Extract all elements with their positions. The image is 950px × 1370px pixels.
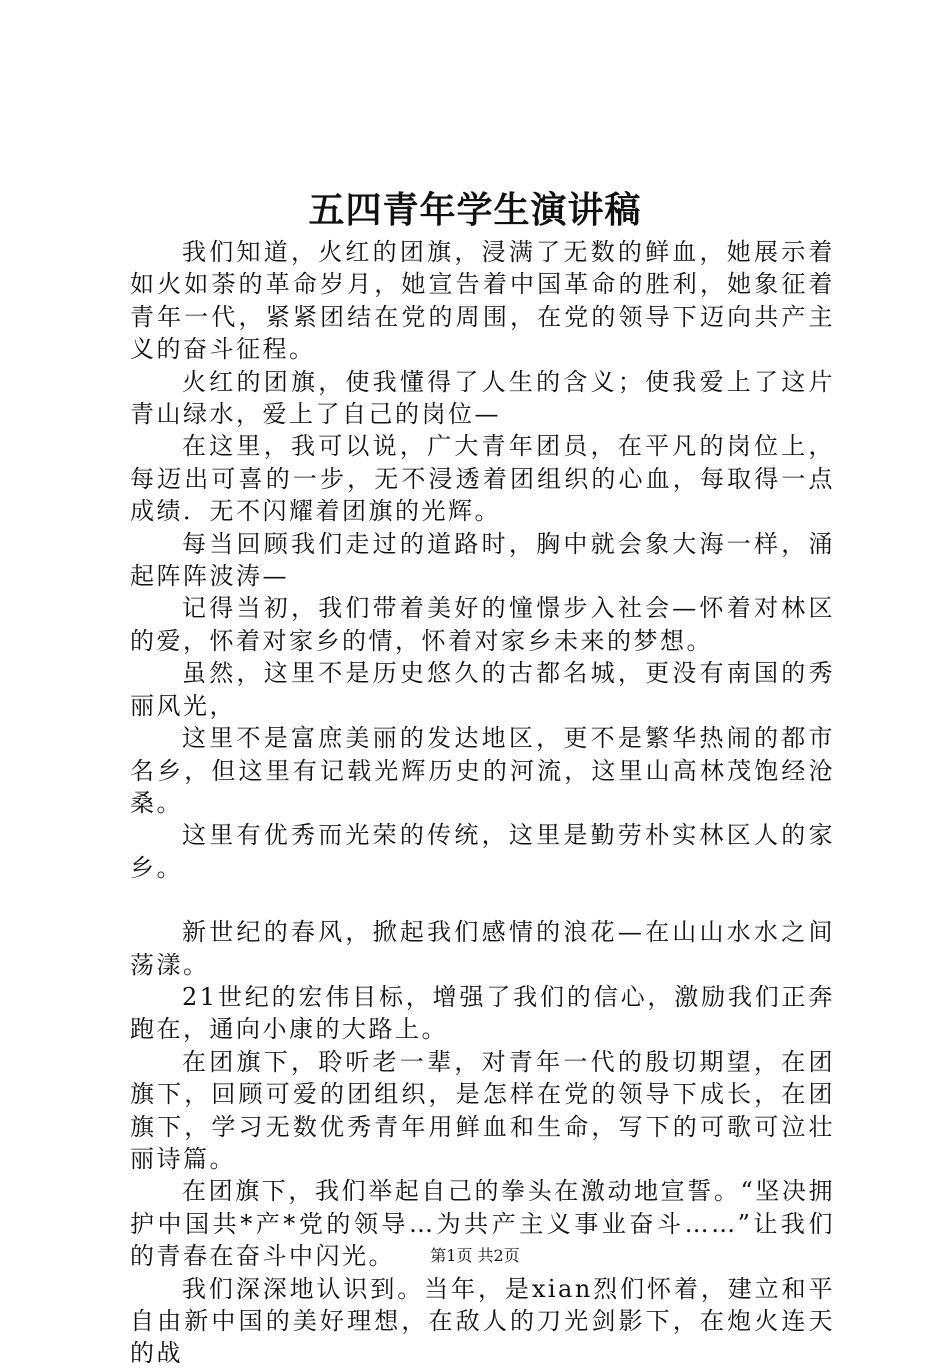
paragraph: 这里不是富庶美丽的发达地区，更不是繁华热闹的都市名乡，但这里有记载光辉历史的河流，这里山高林茂饱经沧桑。 (130, 724, 835, 817)
page-footer: 第1页 共2页 (430, 1246, 520, 1265)
paragraph: 虽然，这里不是历史悠久的古都名城，更没有南国的秀丽风光， (130, 659, 835, 720)
document-body (130, 236, 835, 1370)
paragraph: 我们知道，火红的团旗，浸满了无数的鲜血，她展示着如火如荼的革命岁月，她宣告着中国革命的胜利，她象征着青年一代，紧紧团结在党的周围，在党的领导下迈向共产主义的奋斗征程。 (130, 238, 835, 364)
paragraph: 每当回顾我们走过的道路时，胸中就会象大海一样，涌起阵阵波涛— (130, 529, 835, 591)
page-title: 五四青年学生演讲稿 (308, 189, 642, 231)
paragraph: 我们深深地认识到。当年，是xian烈们怀着，建立和平自由新中国的美好理想，在敌人的刀光剑影下，在炮火连天的战 (130, 1274, 835, 1368)
paragraph: 在这里，我可以说，广大青年团员，在平凡的岗位上，每迈出可喜的一步，无不浸透着团组织的心血，每取得一点成绩．无不闪耀着团旗的光辉。 (130, 432, 835, 526)
paragraph: 火红的团旗，使我懂得了人生的含义；使我爱上了这片青山绿水，爱上了自己的岗位— (130, 367, 835, 429)
paragraph: 新世纪的春风，掀起我们感情的浪花—在山山水水之间荡漾。 (130, 918, 835, 979)
paragraph: 这里有优秀而光荣的传统，这里是勤劳朴实林区人的家乡。 (130, 821, 835, 882)
paragraph: 21世纪的宏伟目标，增强了我们的信心，激励我们正奔跑在，通向小康的大路上。 (130, 982, 835, 1044)
paragraph: 在团旗下，我们举起自己的拳头在激动地宣誓。“坚决拥护中国共*产*党的领导…为共产主义事业奋斗……”让我们的青春在奋斗中闪光。 (130, 1177, 835, 1271)
paragraph: 记得当初，我们带着美好的憧憬步入社会—怀着对林区的爱，怀着对家乡的情，怀着对家乡未来的梦想。 (130, 594, 835, 655)
paragraph: 在团旗下，聆听老一辈，对青年一代的殷切期望，在团旗下，回顾可爱的团组织，是怎样在党的领导下成长，在团旗下，学习无数优秀青年用鲜血和生命，写下的可歌可泣壮丽诗篇。 (130, 1047, 835, 1173)
